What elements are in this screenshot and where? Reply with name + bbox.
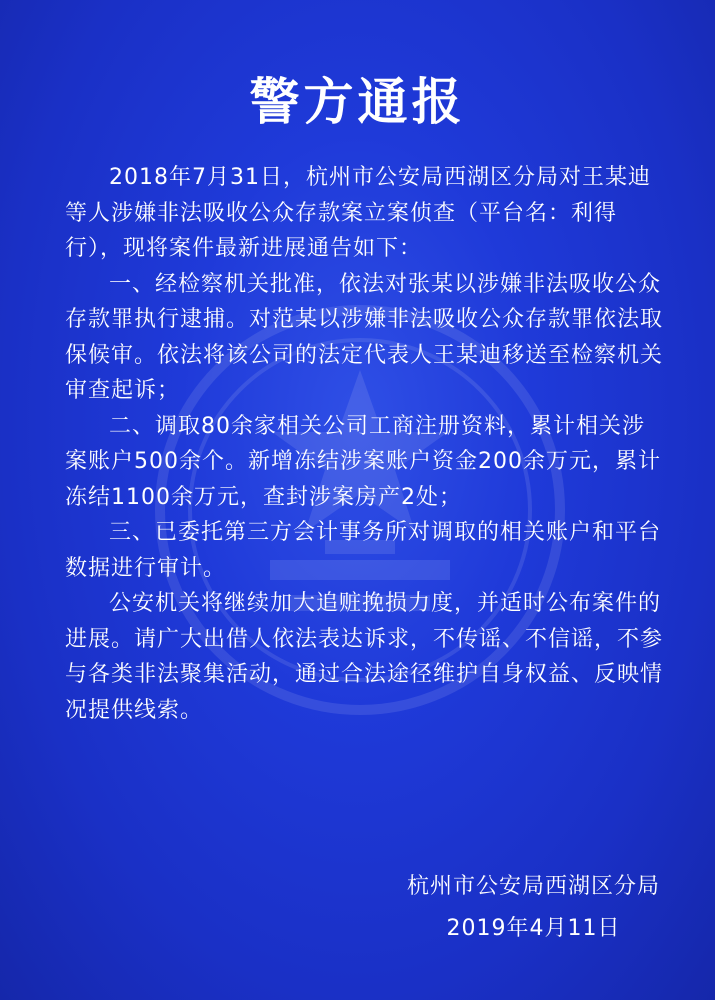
issue-date: 2019年4月11日 — [446, 916, 621, 941]
paragraph-intro: 2018年7月31日，杭州市公安局西湖区分局对王某迪等人涉嫌非法吸收公众存款案立案侦查（平台名：利得行），现将案件最新进展通告如下： — [65, 165, 651, 261]
notice-title: 警方通报 — [249, 73, 466, 131]
notice-body — [65, 160, 665, 728]
paragraph-item-3: 三、已委托第三方会计事务所对调取的相关账户和平台数据进行审计。 — [65, 520, 662, 581]
paragraph-item-2: 二、调取80余家相关公司工商注册资料，累计相关涉案账户500余个。新增冻结涉案账户资金200余万元，累计冻结1100余万元，查封涉案房产2处； — [65, 413, 661, 510]
paragraph-closing: 公安机关将继续加大追赃挽损力度，并适时公布案件的进展。请广大出借人依法表达诉求，不传谣、不信谣，不参与各类非法聚集活动，通过合法途径维护自身权益、反映情况提供线索。 — [65, 591, 664, 723]
signature-block — [407, 866, 660, 950]
paragraph-item-1: 一、经检察机关批准，依法对张某以涉嫌非法吸收公众存款罪执行逮捕。对范某以涉嫌非法吸收公众存款罪依法取保候审。依法将该公司的法定代表人王某迪移送至检察机关审查起诉； — [65, 271, 664, 403]
issuer-name: 杭州市公安局西湖区分局 — [406, 874, 660, 899]
